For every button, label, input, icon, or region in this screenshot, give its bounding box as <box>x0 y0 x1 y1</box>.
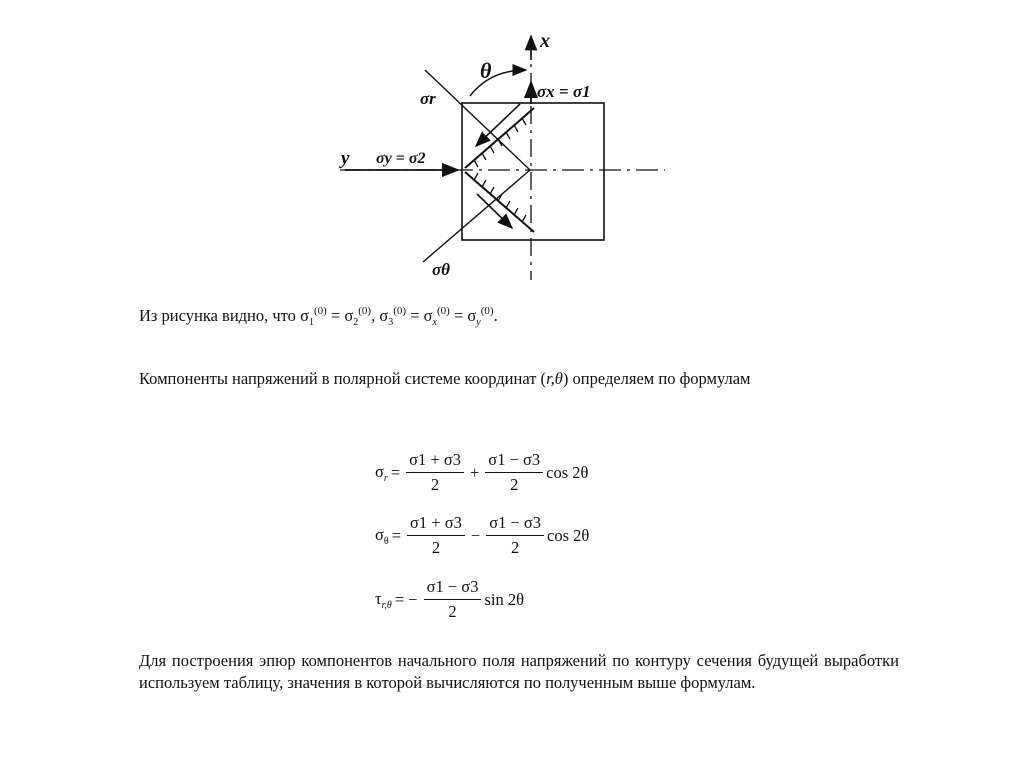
axis-x-label: x <box>540 30 550 52</box>
sigmay-symbol: σ <box>467 306 477 325</box>
f3-lhs-sub: r,θ <box>381 599 392 611</box>
sigmax-sup: (0) <box>437 305 450 317</box>
f1-lhs <box>375 462 388 484</box>
f1-trig: cos 2θ <box>546 462 589 482</box>
f2-den2: 2 <box>510 538 520 557</box>
polar-coords: r,θ <box>546 369 563 388</box>
f3-equals: = − <box>394 589 418 609</box>
sigma3-symbol: σ <box>379 306 389 325</box>
formula-sigma-theta <box>375 513 589 558</box>
f2-num2: σ1 − σ3 <box>486 513 544 536</box>
equals-2: = <box>406 306 424 325</box>
sigma1-zero <box>300 305 327 328</box>
axis-y-label: y <box>341 148 350 169</box>
sigma3-zero <box>379 305 407 328</box>
square-element <box>462 103 604 240</box>
f2-num1: σ1 + σ3 <box>407 513 465 536</box>
formula-tau-r-theta <box>375 577 524 622</box>
sigma2-sub: 2 <box>353 317 359 328</box>
sigmay-zero <box>467 305 494 328</box>
equals-1: = <box>326 306 345 325</box>
stress-diagram-svg <box>0 0 1024 300</box>
f2-equals: = <box>391 525 402 545</box>
paragraph2-after: ) определяем по формулам <box>562 369 751 388</box>
f3-num: σ1 − σ3 <box>424 577 482 600</box>
period: . <box>493 306 498 325</box>
sigma-r-label: σr <box>420 89 436 108</box>
sigma2-zero <box>344 305 372 328</box>
f3-den: 2 <box>448 602 457 621</box>
f2-fraction-2 <box>486 513 544 558</box>
stress-diagram <box>0 0 1024 300</box>
sigma1-sub: 1 <box>308 317 314 328</box>
paragraph-polar-components <box>139 368 899 390</box>
sigmax-zero <box>423 305 450 328</box>
sigma1-symbol: σ <box>300 306 309 325</box>
paragraph-equality <box>139 300 498 334</box>
formula-sigma-r <box>375 450 588 495</box>
paragraph1-text: Из рисунка видно, что <box>139 306 301 325</box>
equals-3: = <box>449 306 468 325</box>
sigma-x-equation-label: σx = σ1 <box>537 82 591 101</box>
paragraph2-before: Компоненты напряжений в полярной системе координат ( <box>139 369 547 388</box>
cut-plane-lower <box>465 172 534 232</box>
f2-lhs-sub: θ <box>383 535 389 547</box>
f1-den2: 2 <box>510 475 519 494</box>
f3-trig: sin 2θ <box>484 589 524 609</box>
f1-fraction-1 <box>406 450 464 495</box>
f2-fraction-1 <box>407 513 465 558</box>
f1-lhs-sub: r <box>383 472 388 484</box>
sigma-y-equation-label: σy = σ2 <box>376 150 426 167</box>
f1-num2: σ1 − σ3 <box>485 450 543 473</box>
f1-fraction-2 <box>485 450 543 495</box>
theta-label: θ <box>480 58 492 83</box>
sigma-theta-label: σθ <box>432 260 450 279</box>
f1-operator: + <box>469 462 480 482</box>
f2-lhs-symbol: σ <box>375 524 384 544</box>
sigmay-sub: y <box>476 317 481 328</box>
sigmax-sub: x <box>432 317 437 328</box>
sigma3-sup: (0) <box>393 305 407 317</box>
f1-num1: σ1 + σ3 <box>406 450 464 473</box>
f1-lhs-symbol: σ <box>375 461 384 481</box>
f2-trig: cos 2θ <box>547 525 590 545</box>
f2-den1: 2 <box>431 538 441 557</box>
sigmay-sup: (0) <box>480 305 494 317</box>
f1-equals: = <box>390 462 401 482</box>
sigmax-symbol: σ <box>423 306 433 325</box>
f2-lhs <box>375 525 389 547</box>
sigma2-sup: (0) <box>358 305 372 317</box>
f2-operator: − <box>470 525 481 545</box>
f3-fraction <box>424 577 482 622</box>
sigma3-sub: 3 <box>388 317 394 328</box>
f1-den1: 2 <box>430 475 440 494</box>
inclined-line-upper <box>425 70 530 170</box>
f3-lhs-symbol: τ <box>375 588 382 608</box>
theta-arc <box>470 70 526 96</box>
sigma2-symbol: σ <box>344 306 354 325</box>
f3-lhs <box>375 589 392 611</box>
comma: , <box>371 306 380 325</box>
sigma1-sup: (0) <box>313 305 327 317</box>
inclined-line-lower <box>423 170 530 262</box>
paragraph-table-intro: Для построения эпюр компонентов начального поля напряжений по контуру сечения будущей выработки используем таблицу, значения в которой вычисляются по полученным выше формулам. <box>139 651 899 692</box>
